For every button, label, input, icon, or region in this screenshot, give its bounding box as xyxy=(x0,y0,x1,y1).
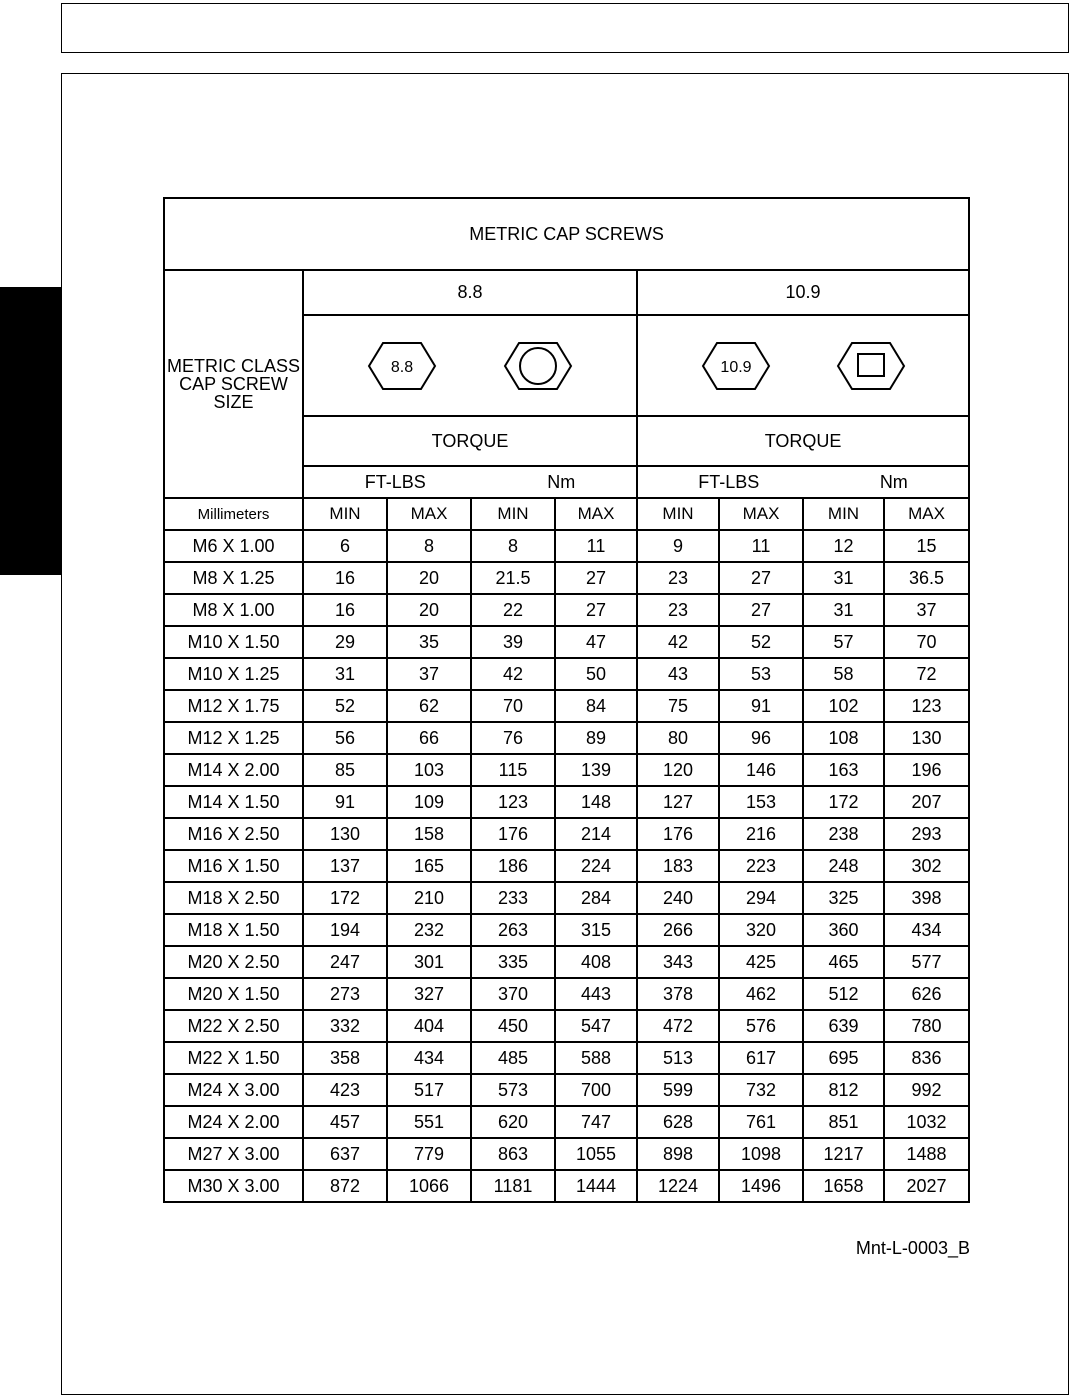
torque-value-cell: 327 xyxy=(387,978,471,1010)
screw-size-cell: M22 X 1.50 xyxy=(164,1042,303,1074)
torque-value-cell: 27 xyxy=(719,594,803,626)
torque-value-cell: 137 xyxy=(303,850,387,882)
torque-value-cell: 80 xyxy=(637,722,719,754)
torque-value-cell: 216 xyxy=(719,818,803,850)
screw-size-cell: M14 X 2.00 xyxy=(164,754,303,786)
hex-10-9-text: 10.9 xyxy=(719,358,752,376)
torque-value-cell: 27 xyxy=(719,562,803,594)
torque-value-cell: 53 xyxy=(719,658,803,690)
unit-nm-8-8: Nm xyxy=(547,471,576,492)
torque-value-cell: 434 xyxy=(387,1042,471,1074)
screw-size-cell: M24 X 2.00 xyxy=(164,1106,303,1138)
torque-value-cell: 50 xyxy=(555,658,637,690)
torque-value-cell: 127 xyxy=(637,786,719,818)
screw-size-cell: M22 X 2.50 xyxy=(164,1010,303,1042)
torque-value-cell: 57 xyxy=(803,626,884,658)
torque-value-cell: 76 xyxy=(471,722,555,754)
table-row xyxy=(164,786,969,818)
torque-value-cell: 325 xyxy=(803,882,884,914)
torque-value-cell: 23 xyxy=(637,562,719,594)
screw-size-cell: M16 X 2.50 xyxy=(164,818,303,850)
hex-head-square-end-icon xyxy=(836,341,906,391)
torque-value-cell: 16 xyxy=(303,562,387,594)
screw-size-cell: M12 X 1.25 xyxy=(164,722,303,754)
torque-value-cell: 747 xyxy=(555,1106,637,1138)
torque-value-cell: 232 xyxy=(387,914,471,946)
torque-value-cell: 233 xyxy=(471,882,555,914)
torque-value-cell: 695 xyxy=(803,1042,884,1074)
torque-value-cell: 1098 xyxy=(719,1138,803,1170)
torque-value-cell: 6 xyxy=(303,530,387,562)
torque-value-cell: 577 xyxy=(884,946,969,978)
torque-value-cell: 56 xyxy=(303,722,387,754)
torque-value-cell: 637 xyxy=(303,1138,387,1170)
torque-value-cell: 52 xyxy=(303,690,387,722)
torque-value-cell: 91 xyxy=(719,690,803,722)
torque-value-cell: 248 xyxy=(803,850,884,882)
torque-value-cell: 404 xyxy=(387,1010,471,1042)
torque-value-cell: 96 xyxy=(719,722,803,754)
torque-value-cell: 72 xyxy=(884,658,969,690)
torque-value-cell: 172 xyxy=(803,786,884,818)
torque-value-cell: 66 xyxy=(387,722,471,754)
table-row xyxy=(164,850,969,882)
torque-value-cell: 85 xyxy=(303,754,387,786)
torque-value-cell: 102 xyxy=(803,690,884,722)
hex-head-8-8-icon xyxy=(367,341,437,391)
torque-value-cell: 35 xyxy=(387,626,471,658)
table-row xyxy=(164,1106,969,1138)
screw-size-cell: M8 X 1.00 xyxy=(164,594,303,626)
torque-value-cell: 457 xyxy=(303,1106,387,1138)
torque-value-cell: 2027 xyxy=(884,1170,969,1202)
screw-size-cell: M12 X 1.75 xyxy=(164,690,303,722)
col-header-max: MAX xyxy=(884,498,969,530)
torque-value-cell: 335 xyxy=(471,946,555,978)
torque-value-cell: 224 xyxy=(555,850,637,882)
torque-value-cell: 58 xyxy=(803,658,884,690)
screw-size-cell: M30 X 3.00 xyxy=(164,1170,303,1202)
torque-value-cell: 898 xyxy=(637,1138,719,1170)
col-header-min: MIN xyxy=(637,498,719,530)
screw-size-cell: M24 X 3.00 xyxy=(164,1074,303,1106)
torque-value-cell: 52 xyxy=(719,626,803,658)
torque-value-cell: 443 xyxy=(555,978,637,1010)
torque-value-cell: 263 xyxy=(471,914,555,946)
torque-value-cell: 1496 xyxy=(719,1170,803,1202)
torque-value-cell: 1224 xyxy=(637,1170,719,1202)
torque-value-cell: 1066 xyxy=(387,1170,471,1202)
table-row xyxy=(164,818,969,850)
torque-value-cell: 425 xyxy=(719,946,803,978)
page-header-box xyxy=(61,3,1069,53)
screw-size-cell: M20 X 2.50 xyxy=(164,946,303,978)
table-title: METRIC CAP SCREWS xyxy=(164,198,969,270)
table-row xyxy=(164,1042,969,1074)
torque-value-cell: 158 xyxy=(387,818,471,850)
torque-value-cell: 130 xyxy=(303,818,387,850)
torque-value-cell: 812 xyxy=(803,1074,884,1106)
table-row xyxy=(164,562,969,594)
torque-value-cell: 43 xyxy=(637,658,719,690)
torque-value-cell: 700 xyxy=(555,1074,637,1106)
table-row xyxy=(164,530,969,562)
torque-value-cell: 103 xyxy=(387,754,471,786)
torque-value-cell: 21.5 xyxy=(471,562,555,594)
torque-value-cell: 31 xyxy=(303,658,387,690)
torque-value-cell: 11 xyxy=(719,530,803,562)
torque-value-cell: 109 xyxy=(387,786,471,818)
table-row xyxy=(164,690,969,722)
torque-value-cell: 186 xyxy=(471,850,555,882)
torque-value-cell: 16 xyxy=(303,594,387,626)
table-row xyxy=(164,722,969,754)
torque-value-cell: 358 xyxy=(303,1042,387,1074)
torque-value-cell: 617 xyxy=(719,1042,803,1074)
table-row xyxy=(164,882,969,914)
torque-value-cell: 108 xyxy=(803,722,884,754)
torque-value-cell: 31 xyxy=(803,594,884,626)
table-row xyxy=(164,946,969,978)
torque-value-cell: 223 xyxy=(719,850,803,882)
grade-10-9-label: 10.9 xyxy=(637,270,969,315)
torque-value-cell: 238 xyxy=(803,818,884,850)
torque-value-cell: 1217 xyxy=(803,1138,884,1170)
torque-value-cell: 628 xyxy=(637,1106,719,1138)
torque-value-cell: 626 xyxy=(884,978,969,1010)
table-row xyxy=(164,658,969,690)
torque-value-cell: 15 xyxy=(884,530,969,562)
screw-size-cell: M6 X 1.00 xyxy=(164,530,303,562)
torque-value-cell: 302 xyxy=(884,850,969,882)
torque-value-cell: 89 xyxy=(555,722,637,754)
torque-value-cell: 240 xyxy=(637,882,719,914)
unit-nm-10-9: Nm xyxy=(879,471,908,492)
unit-ft-lbs-10-9: FT-LBS xyxy=(698,471,760,492)
torque-value-cell: 462 xyxy=(719,978,803,1010)
torque-value-cell: 42 xyxy=(471,658,555,690)
torque-value-cell: 332 xyxy=(303,1010,387,1042)
torque-value-cell: 62 xyxy=(387,690,471,722)
torque-value-cell: 547 xyxy=(555,1010,637,1042)
torque-value-cell: 301 xyxy=(387,946,471,978)
torque-value-cell: 163 xyxy=(803,754,884,786)
torque-value-cell: 472 xyxy=(637,1010,719,1042)
col-header-max: MAX xyxy=(387,498,471,530)
torque-value-cell: 1181 xyxy=(471,1170,555,1202)
torque-value-cell: 450 xyxy=(471,1010,555,1042)
torque-value-cell: 599 xyxy=(637,1074,719,1106)
table-row xyxy=(164,914,969,946)
screw-size-cell: M10 X 1.25 xyxy=(164,658,303,690)
torque-value-cell: 37 xyxy=(884,594,969,626)
torque-value-cell: 573 xyxy=(471,1074,555,1106)
torque-value-cell: 836 xyxy=(884,1042,969,1074)
torque-value-cell: 70 xyxy=(884,626,969,658)
torque-value-cell: 153 xyxy=(719,786,803,818)
torque-value-cell: 620 xyxy=(471,1106,555,1138)
torque-value-cell: 517 xyxy=(387,1074,471,1106)
torque-10-9-label: TORQUE xyxy=(637,416,969,466)
torque-value-cell: 423 xyxy=(303,1074,387,1106)
torque-value-cell: 196 xyxy=(884,754,969,786)
torque-value-cell: 992 xyxy=(884,1074,969,1106)
table-row xyxy=(164,1074,969,1106)
col-header-max: MAX xyxy=(719,498,803,530)
screw-size-cell: M8 X 1.25 xyxy=(164,562,303,594)
torque-value-cell: 91 xyxy=(303,786,387,818)
torque-value-cell: 512 xyxy=(803,978,884,1010)
section-tab-marker xyxy=(0,287,62,575)
torque-value-cell: 183 xyxy=(637,850,719,882)
grade-8-8-label: 8.8 xyxy=(303,270,637,315)
torque-value-cell: 266 xyxy=(637,914,719,946)
torque-value-cell: 8 xyxy=(387,530,471,562)
torque-value-cell: 465 xyxy=(803,946,884,978)
torque-value-cell: 12 xyxy=(803,530,884,562)
torque-value-cell: 75 xyxy=(637,690,719,722)
table-row xyxy=(164,626,969,658)
torque-value-cell: 1658 xyxy=(803,1170,884,1202)
col-header-millimeters: Millimeters xyxy=(164,498,303,530)
torque-value-cell: 20 xyxy=(387,594,471,626)
screw-size-cell: M20 X 1.50 xyxy=(164,978,303,1010)
torque-value-cell: 851 xyxy=(803,1106,884,1138)
torque-value-cell: 576 xyxy=(719,1010,803,1042)
torque-value-cell: 9 xyxy=(637,530,719,562)
screw-size-cell: M18 X 1.50 xyxy=(164,914,303,946)
torque-8-8-label: TORQUE xyxy=(303,416,637,466)
torque-value-cell: 123 xyxy=(884,690,969,722)
screw-size-cell: M27 X 3.00 xyxy=(164,1138,303,1170)
torque-value-cell: 732 xyxy=(719,1074,803,1106)
torque-value-cell: 165 xyxy=(387,850,471,882)
col-header-max: MAX xyxy=(555,498,637,530)
torque-value-cell: 23 xyxy=(637,594,719,626)
torque-value-cell: 27 xyxy=(555,562,637,594)
torque-value-cell: 37 xyxy=(387,658,471,690)
screw-size-cell: M14 X 1.50 xyxy=(164,786,303,818)
torque-value-cell: 36.5 xyxy=(884,562,969,594)
torque-value-cell: 780 xyxy=(884,1010,969,1042)
torque-value-cell: 84 xyxy=(555,690,637,722)
torque-value-cell: 120 xyxy=(637,754,719,786)
hex-head-10-9-icon xyxy=(701,341,771,391)
torque-value-cell: 761 xyxy=(719,1106,803,1138)
col-header-min: MIN xyxy=(303,498,387,530)
torque-value-cell: 343 xyxy=(637,946,719,978)
torque-value-cell: 70 xyxy=(471,690,555,722)
torque-value-cell: 1032 xyxy=(884,1106,969,1138)
metric-cap-screw-torque-table xyxy=(163,197,970,1203)
torque-value-cell: 146 xyxy=(719,754,803,786)
torque-value-cell: 370 xyxy=(471,978,555,1010)
torque-value-cell: 172 xyxy=(303,882,387,914)
col-header-min: MIN xyxy=(471,498,555,530)
column-header-row xyxy=(164,498,969,530)
torque-value-cell: 123 xyxy=(471,786,555,818)
table-row xyxy=(164,1138,969,1170)
torque-value-cell: 210 xyxy=(387,882,471,914)
torque-value-cell: 360 xyxy=(803,914,884,946)
torque-value-cell: 1444 xyxy=(555,1170,637,1202)
torque-value-cell: 639 xyxy=(803,1010,884,1042)
unit-ft-lbs-8-8: FT-LBS xyxy=(364,471,426,492)
torque-value-cell: 42 xyxy=(637,626,719,658)
torque-value-cell: 176 xyxy=(471,818,555,850)
torque-value-cell: 872 xyxy=(303,1170,387,1202)
table-row xyxy=(164,594,969,626)
table-row xyxy=(164,1170,969,1202)
table-row xyxy=(164,978,969,1010)
torque-value-cell: 115 xyxy=(471,754,555,786)
table-row xyxy=(164,754,969,786)
torque-value-cell: 8 xyxy=(471,530,555,562)
torque-value-cell: 293 xyxy=(884,818,969,850)
torque-value-cell: 398 xyxy=(884,882,969,914)
document-code: Mnt-L-0003_B xyxy=(855,1238,970,1258)
torque-value-cell: 214 xyxy=(555,818,637,850)
size-column-header: METRIC CLASS CAP SCREW SIZE xyxy=(164,270,303,498)
hex-head-round-end-icon xyxy=(503,341,573,391)
torque-value-cell: 31 xyxy=(803,562,884,594)
torque-value-cell: 1488 xyxy=(884,1138,969,1170)
screw-size-cell: M16 X 1.50 xyxy=(164,850,303,882)
torque-value-cell: 20 xyxy=(387,562,471,594)
torque-value-cell: 194 xyxy=(303,914,387,946)
torque-value-cell: 284 xyxy=(555,882,637,914)
torque-value-cell: 588 xyxy=(555,1042,637,1074)
torque-value-cell: 148 xyxy=(555,786,637,818)
torque-value-cell: 485 xyxy=(471,1042,555,1074)
torque-value-cell: 315 xyxy=(555,914,637,946)
torque-value-cell: 779 xyxy=(387,1138,471,1170)
torque-value-cell: 513 xyxy=(637,1042,719,1074)
torque-value-cell: 1055 xyxy=(555,1138,637,1170)
torque-value-cell: 29 xyxy=(303,626,387,658)
torque-value-cell: 294 xyxy=(719,882,803,914)
hex-8-8-text: 8.8 xyxy=(390,358,414,376)
torque-value-cell: 130 xyxy=(884,722,969,754)
torque-value-cell: 378 xyxy=(637,978,719,1010)
torque-value-cell: 176 xyxy=(637,818,719,850)
torque-value-cell: 22 xyxy=(471,594,555,626)
torque-value-cell: 27 xyxy=(555,594,637,626)
torque-value-cell: 47 xyxy=(555,626,637,658)
torque-value-cell: 273 xyxy=(303,978,387,1010)
torque-value-cell: 320 xyxy=(719,914,803,946)
torque-value-cell: 863 xyxy=(471,1138,555,1170)
torque-value-cell: 207 xyxy=(884,786,969,818)
torque-value-cell: 434 xyxy=(884,914,969,946)
torque-value-cell: 11 xyxy=(555,530,637,562)
col-header-min: MIN xyxy=(803,498,884,530)
torque-value-cell: 247 xyxy=(303,946,387,978)
table-row xyxy=(164,1010,969,1042)
screw-size-cell: M18 X 2.50 xyxy=(164,882,303,914)
screw-size-cell: M10 X 1.50 xyxy=(164,626,303,658)
torque-value-cell: 551 xyxy=(387,1106,471,1138)
torque-value-cell: 39 xyxy=(471,626,555,658)
torque-value-cell: 139 xyxy=(555,754,637,786)
torque-value-cell: 408 xyxy=(555,946,637,978)
